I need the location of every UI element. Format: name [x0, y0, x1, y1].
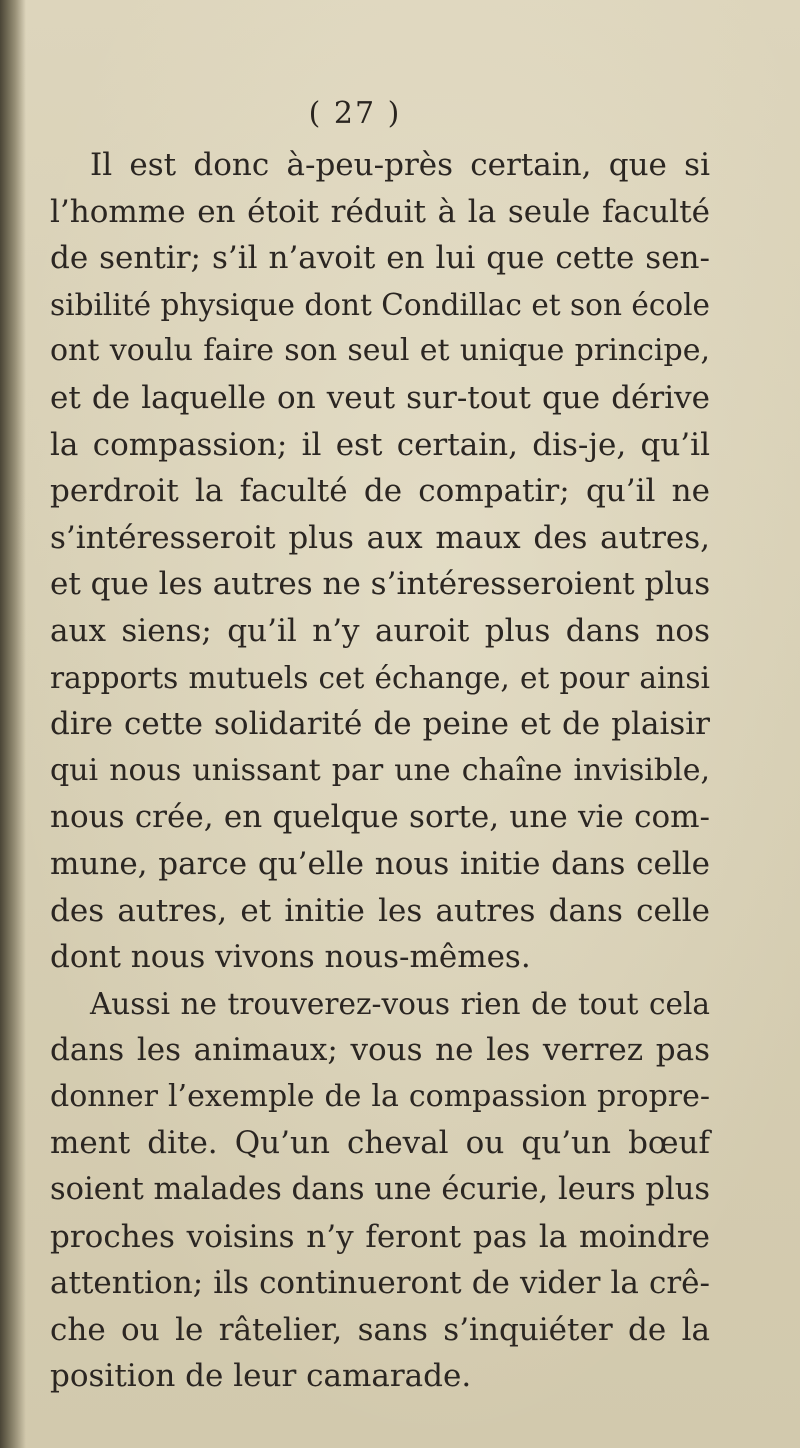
- text-line: che ou le râtelier, sans s’inquiéter de la: [50, 1311, 710, 1348]
- text-line: la compassion; il est certain, dis-je, qu’il: [50, 426, 710, 463]
- text-line: sibilité physique dont Condillac et son école: [50, 287, 710, 322]
- text-line: l’homme en étoit réduit à la seule faculté: [50, 193, 710, 230]
- text-line: et de laquelle on veut sur-tout que dérive: [50, 379, 710, 416]
- text-line: nous crée, en quelque sorte, une vie com-: [50, 799, 710, 836]
- page-number: ( 27 ): [308, 96, 402, 131]
- text-line: position de leur camarade.: [50, 1358, 472, 1395]
- text-line: dont nous vivons nous-mêmes.: [50, 939, 531, 976]
- text-line: perdroit la faculté de compatir; qu’il ne: [50, 473, 710, 510]
- paragraph-1: [50, 142, 710, 981]
- text-line: dire cette solidarité de peine et de plaisir: [50, 706, 710, 743]
- text-line: des autres, et initie les autres dans celle: [50, 892, 710, 929]
- text-line: ont voulu faire son seul et unique principe,: [50, 333, 710, 369]
- text-line: proches voisins n’y feront pas la moindre: [50, 1218, 710, 1255]
- text-line: mune, parce qu’elle nous initie dans celle: [50, 845, 710, 882]
- text-line: aux siens; qu’il n’y auroit plus dans nos: [50, 612, 710, 649]
- text-line: ment dite. Qu’un cheval ou qu’un bœuf: [50, 1125, 710, 1162]
- text-line: Aussi ne trouverez-vous rien de tout cela: [90, 986, 710, 1021]
- text-line: dans les animaux; vous ne les verrez pas: [50, 1032, 710, 1069]
- binding-edge: [0, 0, 26, 1448]
- text-line: soient malades dans une écurie, leurs plus: [50, 1172, 710, 1208]
- body-text: [50, 142, 710, 1400]
- text-line: de sentir; s’il n’avoit en lui que cette sen-: [50, 240, 710, 277]
- text-line: qui nous unissant par une chaîne invisible,: [50, 752, 710, 788]
- text-line: Il est donc à-peu-près certain, que si: [90, 147, 710, 183]
- text-line: et que les autres ne s’intéresseroient plus: [50, 566, 711, 603]
- text-line: attention; ils continueront de vider la crê-: [50, 1265, 710, 1302]
- text-line: donner l’exemple de la compassion propre-: [50, 1078, 710, 1114]
- text-line: rapports mutuels cet échange, et pour ainsi: [50, 660, 710, 695]
- text-line: s’intéresseroit plus aux maux des autres,: [50, 519, 710, 556]
- paragraph-2: [50, 981, 710, 1400]
